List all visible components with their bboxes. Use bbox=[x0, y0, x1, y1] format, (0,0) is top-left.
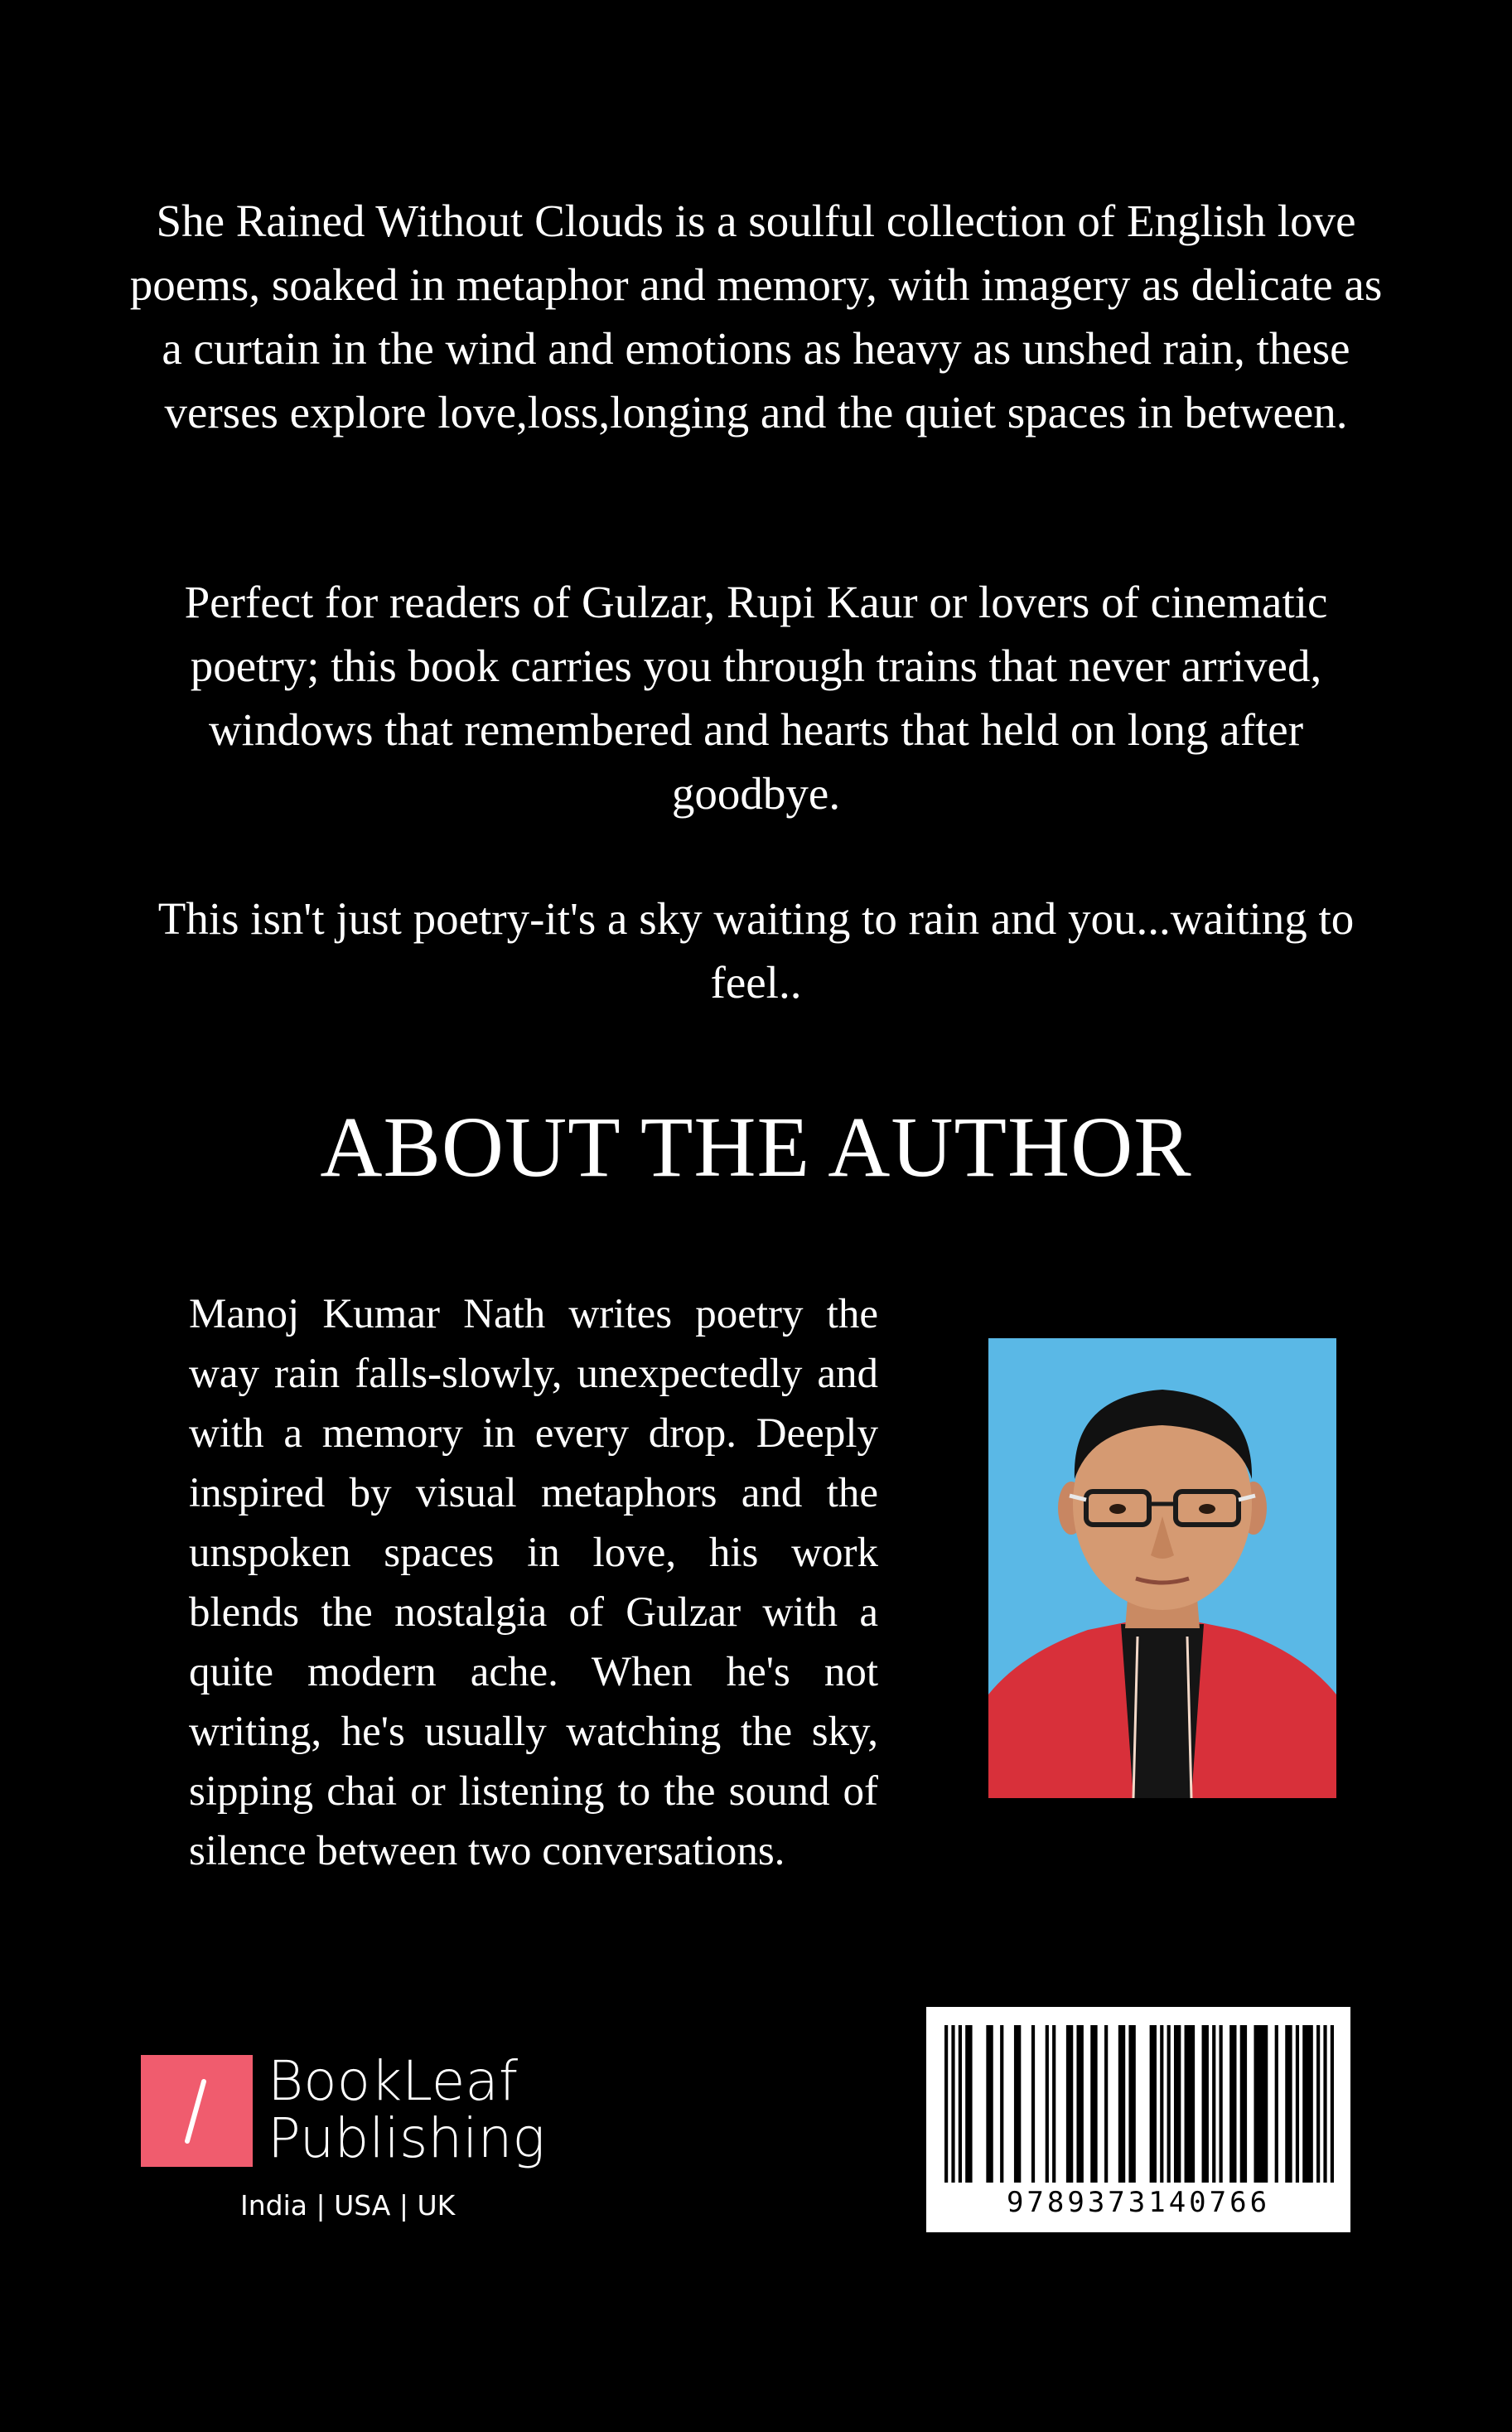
barcode-bar bbox=[1275, 2025, 1278, 2183]
publisher-name-line-1: BookLeaf bbox=[268, 2049, 519, 2113]
blurb-paragraph-1: She Rained Without Clouds is a soulful collection of English love poems, soaked in metaphor and memory, with imagery as delicate as a curtain in the wind and emotions as heavy as unshed rain, these verses explore love,loss,longing and the quiet spaces in between. bbox=[129, 196, 1383, 438]
barcode-bar bbox=[1031, 2025, 1035, 2183]
barcode-bar bbox=[1240, 2025, 1247, 2183]
barcode-bar bbox=[1046, 2025, 1049, 2183]
barcode-bar bbox=[1167, 2025, 1171, 2183]
barcode-bar bbox=[1066, 2025, 1073, 2183]
barcode-bar bbox=[1254, 2025, 1268, 2183]
barcode-bar bbox=[1185, 2025, 1196, 2183]
booklead-logo-mark bbox=[141, 2055, 253, 2167]
barcode-bar bbox=[1212, 2025, 1215, 2183]
barcode-bar bbox=[959, 2025, 962, 2183]
about-author-heading: ABOUT THE AUTHOR bbox=[320, 1100, 1192, 1195]
barcode-bar bbox=[1090, 2025, 1097, 2183]
barcode-bar bbox=[1220, 2025, 1223, 2183]
barcode-bar bbox=[1014, 2025, 1021, 2183]
publisher-name-line-2: Publishing bbox=[268, 2106, 546, 2170]
barcode-bar bbox=[1174, 2025, 1181, 2183]
author-bio: Manoj Kumar Nath writes poetry the way rain falls-slowly, unexpectedly and with a memory in every drop. Deeply inspired by visual metaphors and the unspoken spaces in love, his work blends the nostalgia of Gulzar with a quite modern ache. When he's not writing, he's usually watching the sky, sipping chai or listening to the sound of silence between two conversations. bbox=[189, 1291, 878, 1874]
barcode-bar bbox=[1104, 2025, 1108, 2183]
barcode-bar bbox=[1118, 2025, 1125, 2183]
blurb-paragraph-3: This isn't just poetry-it's a sky waiting to rain and you...waiting to feel.. bbox=[157, 893, 1355, 1008]
isbn-number: 9789373140766 bbox=[1006, 2186, 1271, 2219]
barcode-bar bbox=[944, 2025, 948, 2183]
barcode-bar bbox=[1202, 2025, 1209, 2183]
barcode-bar bbox=[1128, 2025, 1135, 2183]
barcode-bar bbox=[986, 2025, 993, 2183]
publisher-regions: India | USA | UK bbox=[240, 2189, 456, 2222]
barcode-bar bbox=[1160, 2025, 1163, 2183]
barcode-bar bbox=[1323, 2025, 1326, 2183]
isbn-barcode bbox=[926, 2007, 1350, 2232]
barcode-bar bbox=[1296, 2025, 1299, 2183]
barcode-bar bbox=[1285, 2025, 1292, 2183]
barcode-bar bbox=[1331, 2025, 1334, 2183]
barcode-bar bbox=[1076, 2025, 1083, 2183]
barcode-bar bbox=[1229, 2025, 1236, 2183]
barcode-icon bbox=[944, 2025, 1334, 2191]
barcode-bar bbox=[1000, 2025, 1003, 2183]
barcode-bar bbox=[1052, 2025, 1056, 2183]
barcode-bar bbox=[965, 2025, 972, 2183]
barcode-bar bbox=[951, 2025, 954, 2183]
barcode-bar bbox=[1316, 2025, 1320, 2183]
barcode-bar bbox=[1150, 2025, 1157, 2183]
author-photo bbox=[988, 1338, 1336, 1798]
publisher-logo bbox=[141, 2049, 572, 2235]
barcode-bar bbox=[1302, 2025, 1313, 2183]
blurb-paragraph-2: Perfect for readers of Gulzar, Rupi Kaur or lovers of cinematic poetry; this book carries you through trains that never arrived, windows that remembered and hearts that held on long after goodbye. bbox=[184, 577, 1328, 819]
